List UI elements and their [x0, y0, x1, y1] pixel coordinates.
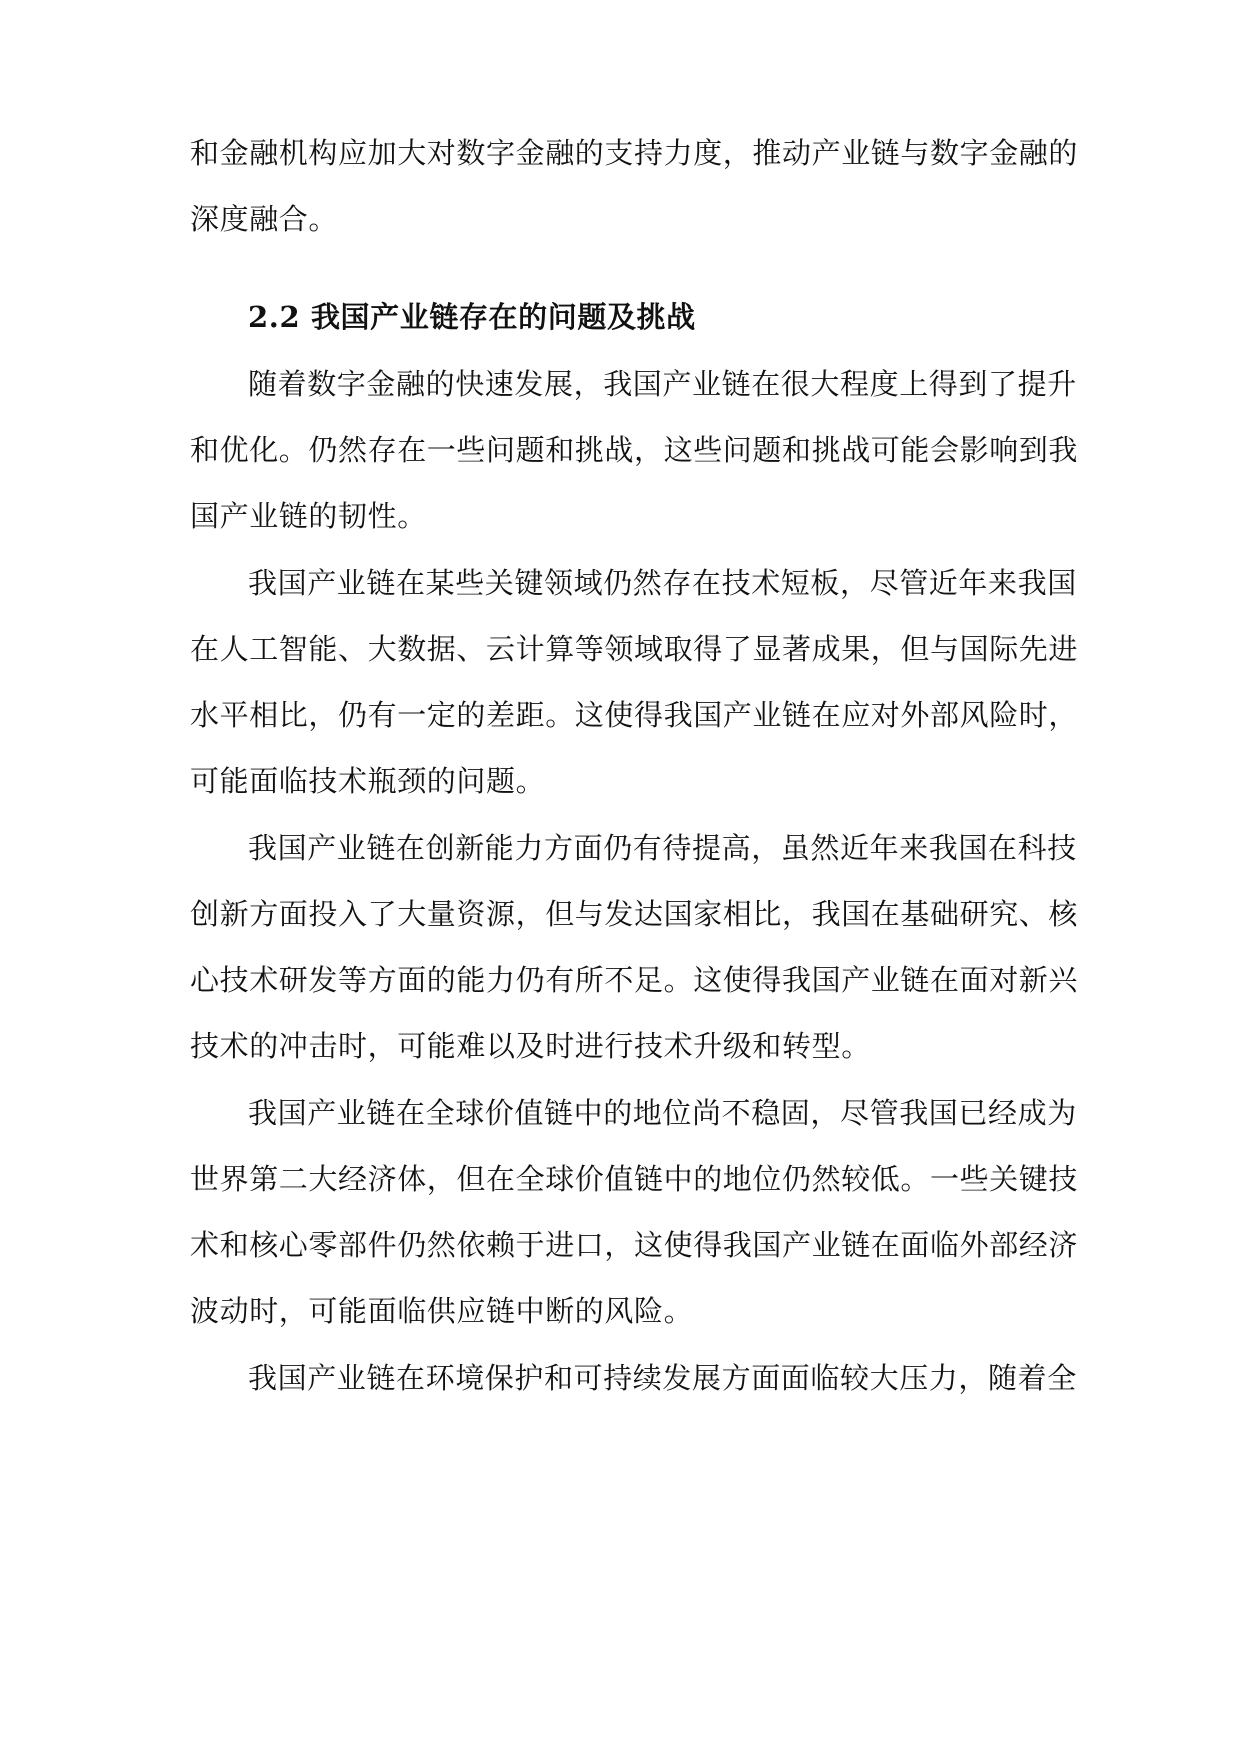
paragraph-line: 水平相比，仍有一定的差距。这使得我国产业链在应对外部风险时， — [190, 698, 1079, 732]
paragraph-line: 我国产业链在创新能力方面仍有待提高，虽然近年来我国在科技 — [248, 831, 1077, 865]
paragraph-line: 技术的冲击时，可能难以及时进行技术升级和转型。 — [190, 1029, 871, 1063]
paragraph-line: 和优化。仍然存在一些问题和挑战，这些问题和挑战可能会影响到我 — [190, 433, 1079, 467]
paragraph-line: 波动时，可能面临供应链中断的风险。 — [190, 1294, 694, 1328]
paragraph-line: 心技术研发等方面的能力仍有所不足。这使得我国产业链在面对新兴 — [190, 963, 1079, 997]
paragraph-line: 创新方面投入了大量资源，但与发达国家相比，我国在基础研究、核 — [190, 897, 1079, 931]
paragraph-line: 术和核心零部件仍然依赖于进口，这使得我国产业链在面临外部经济 — [190, 1228, 1079, 1262]
paragraph-line: 我国产业链在某些关键领域仍然存在技术短板，尽管近年来我国 — [248, 566, 1077, 600]
paragraph-line: 在人工智能、大数据、云计算等领域取得了显著成果，但与国际先进 — [190, 632, 1079, 666]
paragraph-line: 和金融机构应加大对数字金融的支持力度，推动产业链与数字金融的 — [190, 136, 1079, 170]
section-heading: 2.2 我国产业链存在的问题及挑战 — [248, 300, 696, 334]
paragraph-line: 我国产业链在环境保护和可持续发展方面面临较大压力，随着全 — [248, 1361, 1077, 1395]
paragraph-line: 世界第二大经济体，但在全球价值链中的地位仍然较低。一些关键技 — [190, 1162, 1079, 1196]
paragraph-line: 我国产业链在全球价值链中的地位尚不稳固，尽管我国已经成为 — [248, 1096, 1077, 1130]
paragraph-line: 国产业链的韧性。 — [190, 499, 427, 533]
paragraph-line: 深度融合。 — [190, 202, 339, 236]
paragraph-line: 可能面临技术瓶颈的问题。 — [190, 764, 546, 798]
paragraph-line: 随着数字金融的快速发展，我国产业链在很大程度上得到了提升 — [248, 367, 1077, 401]
